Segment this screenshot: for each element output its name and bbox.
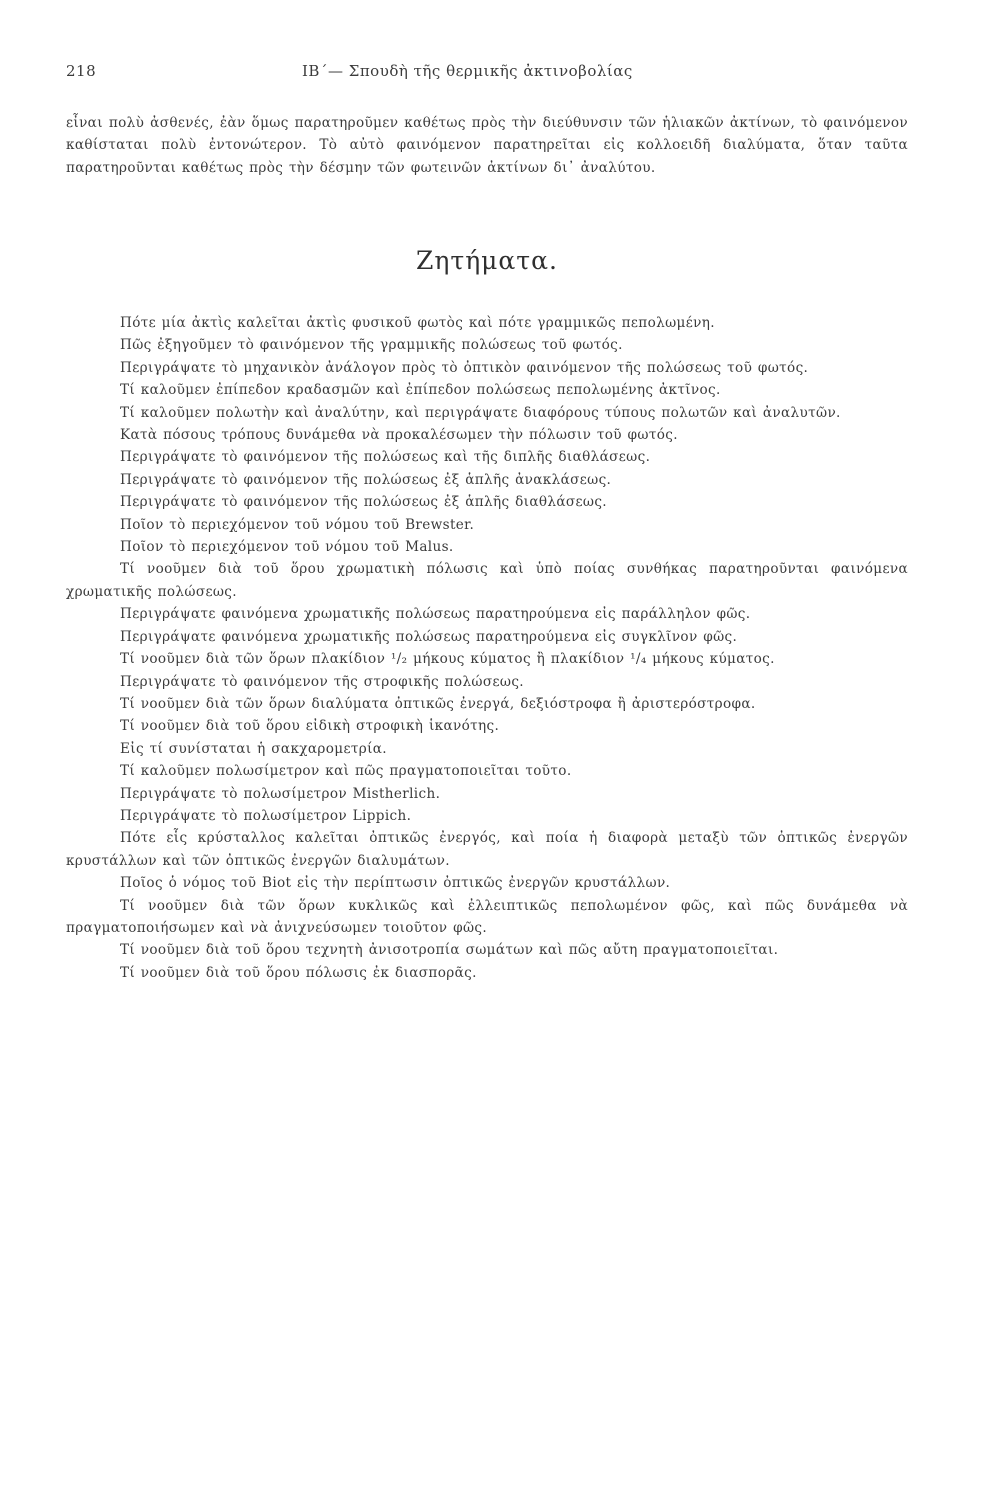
question-item: Τί καλοῦμεν πολωσίμετρον καὶ πῶς πραγματοποιεῖται τοῦτο. xyxy=(120,763,572,780)
page-header xyxy=(66,62,906,86)
question-item: Ποῖος ὁ νόμος τοῦ Biot εἰς τὴν περίπτωσιν ὀπτικῶς ἐνεργῶν κρυστάλλων. xyxy=(120,875,671,892)
question-item: Περιγράψατε τὸ μηχανικὸν ἀνάλογον πρὸς τὸ ὀπτικὸν φαινόμενον τῆς πολώσεως τοῦ φωτός. xyxy=(120,359,809,376)
question-item: Τί νοοῦμεν διὰ τοῦ ὅρου πόλωσις ἐκ διασπορᾶς. xyxy=(120,964,477,981)
question-item: Πότε εἷς κρύσταλλος καλεῖται ὀπτικῶς ἐνεργός, καὶ ποία ἡ διαφορὰ μεταξὺ τῶν ὀπτικῶς ἐνεργῶν κρυστάλλων καὶ τῶν ὀπτικῶς ἐνεργῶν διαλυμάτων. xyxy=(66,830,908,869)
question-item: Περιγράψατε φαινόμενα χρωματικῆς πολώσεως παρατηρούμενα εἰς συγκλῖνον φῶς. xyxy=(120,628,738,645)
question-item: Πῶς ἐξηγοῦμεν τὸ φαινόμενον τῆς γραμμικῆς πολώσεως τοῦ φωτός. xyxy=(120,337,623,354)
section-title: Ζητήματα. xyxy=(416,246,558,275)
question-item: Τί νοοῦμεν διὰ τῶν ὅρων πλακίδιον ¹/₂ μήκους κύματος ἢ πλακίδιον ¹/₄ μήκους κύματος. xyxy=(120,651,775,668)
intro-paragraph xyxy=(66,112,908,179)
question-item: Τί καλοῦμεν πολωτὴν καὶ ἀναλύτην, καὶ περιγράψατε διαφόρους τύπους πολωτῶν καὶ ἀναλυτῶν. xyxy=(120,404,841,421)
question-item: Κατὰ πόσους τρόπους δυνάμεθα νὰ προκαλέσωμεν τὴν πόλωσιν τοῦ φωτός. xyxy=(120,427,678,444)
question-item: Ποῖον τὸ περιεχόμενον τοῦ νόμου τοῦ Brewster. xyxy=(120,516,475,533)
question-item: Περιγράψατε φαινόμενα χρωματικῆς πολώσεως παρατηρούμενα εἰς παράλληλον φῶς. xyxy=(120,606,751,623)
question-item: Τί καλοῦμεν ἐπίπεδον κραδασμῶν καὶ ἐπίπεδον πολώσεως πεπολωμένης ἀκτῖνος. xyxy=(120,382,721,399)
question-item: Περιγράψατε τὸ πολωσίμετρον Lippich. xyxy=(120,807,412,824)
question-item: Περιγράψατε τὸ φαινόμενον τῆς πολώσεως ἐξ ἁπλῆς διαθλάσεως. xyxy=(120,494,607,511)
question-item: Τί νοοῦμεν διὰ τῶν ὅρων διαλύματα ὀπτικῶς ἐνεργά, δεξιόστροφα ἢ ἀριστερόστροφα. xyxy=(120,695,756,712)
question-item: Περιγράψατε τὸ φαινόμενον τῆς πολώσεως ἐξ ἁπλῆς ἀνακλάσεως. xyxy=(120,471,612,488)
running-title: ΙΒ΄— Σπουδὴ τῆς θερμικῆς ἀκτινοβολίας xyxy=(302,62,633,80)
intro-text: εἶναι πολὺ ἀσθενές, ἐὰν ὅμως παρατηροῦμεν καθέτως πρὸς τὴν διεύθυνσιν τῶν ἡλιακῶν ἀκτίνων, τὸ φαινόμενον καθίσταται πολὺ ἐντονώτερον. Τὸ αὐτὸ φαινόμενον παρατηρεῖται εἰς κολλοειδῆ διαλύματα, ὅταν ταῦτα παρατηροῦνται καθέτως πρὸς τὴν δέσμην τῶν φωτεινῶν ἀκτίνων δι᾽ ἀναλύτου. xyxy=(66,115,908,176)
question-item: Πότε μία ἀκτὶς καλεῖται ἀκτὶς φυσικοῦ φωτὸς καὶ πότε γραμμικῶς πεπολωμένη. xyxy=(120,315,715,331)
page-number: 218 xyxy=(66,62,97,80)
questions-list xyxy=(66,312,908,984)
question-item: Τί νοοῦμεν διὰ τοῦ ὅρου χρωματικὴ πόλωσις καὶ ὑπὸ ποίας συνθήκας παρατηροῦνται φαινόμενα χρωματικῆς πολώσεως. xyxy=(66,561,908,600)
question-item: Τί νοοῦμεν διὰ τῶν ὅρων κυκλικῶς καὶ ἐλλειπτικῶς πεπολωμένον φῶς, καὶ πῶς δυνάμεθα νὰ πραγματοποιήσωμεν καὶ νὰ ἀνιχνεύσωμεν τοιοῦτον φῶς. xyxy=(66,897,908,936)
question-item: Περιγράψατε τὸ φαινόμενον τῆς πολώσεως καὶ τῆς διπλῆς διαθλάσεως. xyxy=(120,449,651,466)
question-item: Περιγράψατε τὸ πολωσίμετρον Mistherlich. xyxy=(120,785,441,802)
question-item: Τί νοοῦμεν διὰ τοῦ ὅρου τεχνητὴ ἀνισοτροπία σωμάτων καὶ πῶς αὔτη πραγματοποιεῖται. xyxy=(120,942,779,959)
question-item: Περιγράψατε τὸ φαινόμενον τῆς στροφικῆς πολώσεως. xyxy=(120,673,524,690)
question-item: Εἰς τί συνίσταται ἡ σακχαρομετρία. xyxy=(120,740,387,757)
question-item: Τί νοοῦμεν διὰ τοῦ ὅρου εἰδικὴ στροφικὴ ἱκανότης. xyxy=(120,718,500,735)
question-item: Ποῖον τὸ περιεχόμενον τοῦ νόμου τοῦ Malus. xyxy=(120,539,454,556)
